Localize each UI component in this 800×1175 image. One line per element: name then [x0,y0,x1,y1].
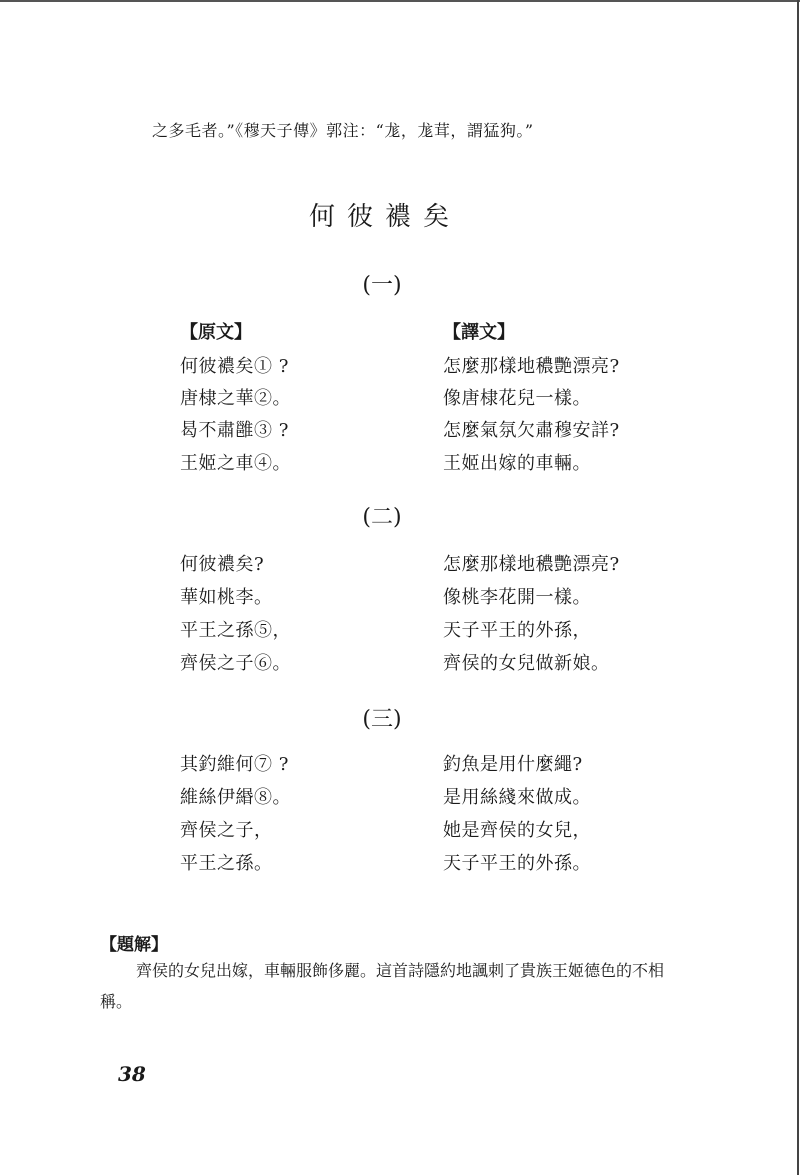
page-number: 38 [118,1062,146,1086]
original-text-label: 【原文】 [180,322,252,343]
translation-line: 齊侯的女兒做新娘。 [443,653,610,674]
translation-line: 像唐棣花兒一樣。 [443,388,591,409]
original-line: 華如桃李。 [180,587,273,608]
explanation-label: 【題解】 [100,935,168,955]
translation-line: 釣魚是用什麼繩? [443,754,583,775]
original-line: 齊侯之子， [180,820,273,841]
translation-line: 怎麼氣氛欠肅穆安詳? [443,420,620,441]
translation-line: 是用絲綫來做成。 [443,787,591,808]
translation-line: 怎麼那樣地穠艷漂亮? [443,554,620,575]
original-line: 何彼襛矣① ? [180,356,289,377]
top-border [0,0,800,2]
original-line: 平王之孫。 [180,853,273,874]
explanation-text: 齊侯的女兒出嫁，車輛服飾侈麗。這首詩隱約地諷刺了貴族王姬德色的不相稱。 [100,961,665,1011]
translation-line: 王姬出嫁的車輛。 [443,453,591,474]
translation-line: 像桃李花開一樣。 [443,587,591,608]
section-number-3: (三) [362,707,402,732]
original-line: 平王之孫⑤， [180,620,291,641]
section-number-1: (一) [362,273,402,298]
right-border [797,0,799,1175]
original-line: 何彼襛矣? [180,554,265,575]
poem-title: 何彼襛矣 [308,202,461,232]
translation-line: 天子平王的外孫， [443,620,591,641]
original-line: 唐棣之華②。 [180,388,291,409]
translation-label: 【譯文】 [443,322,515,343]
continued-note: 之多毛者。”《穆天子傳》郭注：“尨，尨茸，謂猛狗。” [152,121,534,140]
translation-line: 怎麼那樣地穠艷漂亮? [443,356,620,377]
translation-line: 她是齊侯的女兒， [443,820,591,841]
original-line: 其釣維何⑦ ? [180,754,289,775]
original-line: 維絲伊緡⑧。 [180,787,291,808]
original-line: 王姬之車④。 [180,453,291,474]
translation-line: 天子平王的外孫。 [443,853,591,874]
section-number-2: (二) [362,505,402,530]
original-line: 曷不肅雝③ ? [180,420,289,441]
original-line: 齊侯之子⑥。 [180,653,291,674]
